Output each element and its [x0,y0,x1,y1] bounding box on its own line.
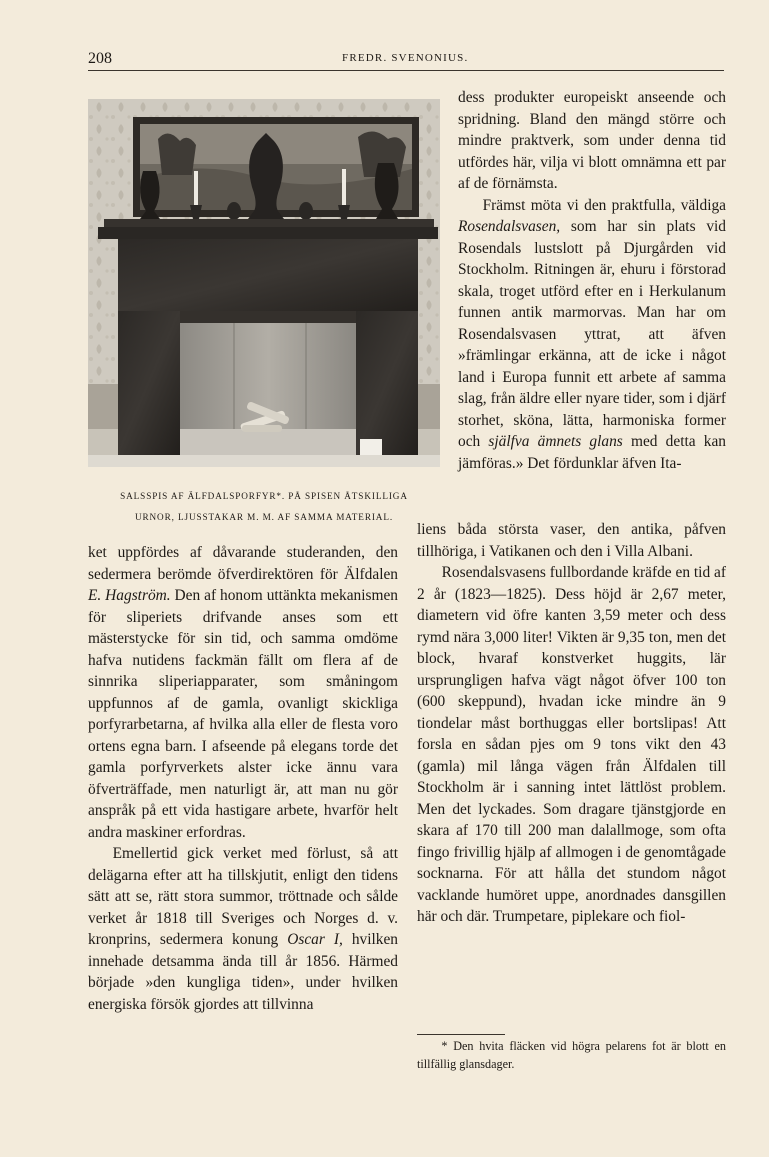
italic-text: själfva ämnets glans [488,433,623,450]
paragraph: dess produkter europeiskt anseende och spridning. Bland den mängd större och mindre praktverk, som under denna tid utfördes här, vilja vi blott omnämna ett par af de förnämsta. [458,89,726,192]
footnote-text: * Den hvita fläcken vid högra pelarens fot är blott en tillfällig glansdager. [417,1039,726,1071]
paragraph: liens båda största vaser, den antika, påfven tillhöriga, i Vatikanen och den i Villa Albani. [417,521,726,560]
text-span: ket uppfördes af dåvarande studeranden, den sedermera berömde öfverdirektören för Älfdalen [88,544,398,583]
paragraph: Rosendalsvasens fullbordande kräfde en tid af 2 år (1823—1825). Dess höjd är 2,67 meter, diametern vid öfre kanten 3,59 meter och dess rymd nära 3,000 liter! Vikten är 9,35 ton, men det block, hvaraf konstverket huggits, lär ursprungligen hafva vägt något öfver 100 ton (600 skeppund), hvadan icke mindre än 9 tiondelar måst borthuggas eller bortslipas! Att forsla en sådan pjes om 9 tons vikt den 43 (gamla) mil långa vägen från Älfdalen till Stockholm är i sanning intet lättlöst problem. Men det lyckades. Som dragare tjänstgjorde en skara af 170 till 200 man dalallmoge, som ofta fingo frivillig hjälp af allmogen i de genomtågade socknarna. För att hålla det stundom något vacklande humöret uppe, anordnades dansgillen här och där. Trumpetare, piplekare och fiol- [417,564,726,925]
figure-caption [88,486,440,528]
caption-line-2: URNOR, LJUSSTAKAR M. M. AF SAMMA MATERIAL. [134,512,394,522]
italic-text: Oscar I, [287,931,343,948]
text-span: Främst möta vi den praktfulla, väldiga [482,196,726,214]
fireplace-photograph [88,99,440,467]
fireplace-illustration [88,99,440,467]
right-column-top [458,87,726,474]
running-title: FREDR. SVENONIUS. [342,52,469,64]
caption-line-1: SALSSPIS AF ÄLFDALSPORFYR*. PÅ SPISEN ÅTSKILLIGA [120,491,408,501]
header-rule [88,70,724,71]
text-span: som har sin plats vid Rosendals lustslott på Djurgården vid Stockholm. Ritningen är, ehuru i förstorad skala, troget utförd efter en i Herkulanum funnen antik marmorvas. Man har om Rosendalsvasen yttrat, att äfven »främlingar erkänna, att de icke i något land i Europa funnit ett arbete af samma slag, från äldre eller nyare tider, som i djärf storhet, sköna, lätta, harmoniska former och [458,218,726,450]
footnote [417,1037,726,1073]
italic-text: Rosendalsvasen, [458,218,561,235]
text-span: med detta kan jämföras.» Det fördunklar äfven Ita- [458,433,726,472]
left-column [88,542,398,1015]
paragraph [88,542,398,843]
right-column-lower [417,519,726,928]
text-span: hvilken innehade detsamma ända till år 1856. Härmed började »den kungliga tiden», under hvilken energiska försök gjordes att tillvinna [88,931,398,1013]
italic-text: E. Hagström. [88,587,171,604]
paragraph [88,843,398,1015]
text-span: Emellertid gick verket med förlust, så att delägarna efter att ha tillskjutit, enligt den tidens sätt att se, rätt stora summor, tröttnade och sålde verket år 1818 till Sveriges och Norges d. v. kronprins, sedermera konung [88,845,398,948]
text-span: Den af honom uttänkta mekanismen för sliperiets drifvande anses som ett mästerstycke för sin tid, och samma omdöme hafva nutidens fackmän fällt om flera af de sinnrika sliperiapparater, som småningom uppfunnos af de gamla, ovanligt skickliga porfyrarbetarna, af hvilka alla eller de flesta voro ortens egna barn. I afseende på elegans torde det gamla porfyrverkets alster icke ännu vara öfverträffade, men naturligt är, att man nu gör anspråk på ett vida hastigare arbete, hvarför helt andra maskiner erfordras. [88,587,399,841]
paragraph [458,195,726,475]
footnote-rule [417,1034,505,1035]
page-number: 208 [88,50,112,67]
